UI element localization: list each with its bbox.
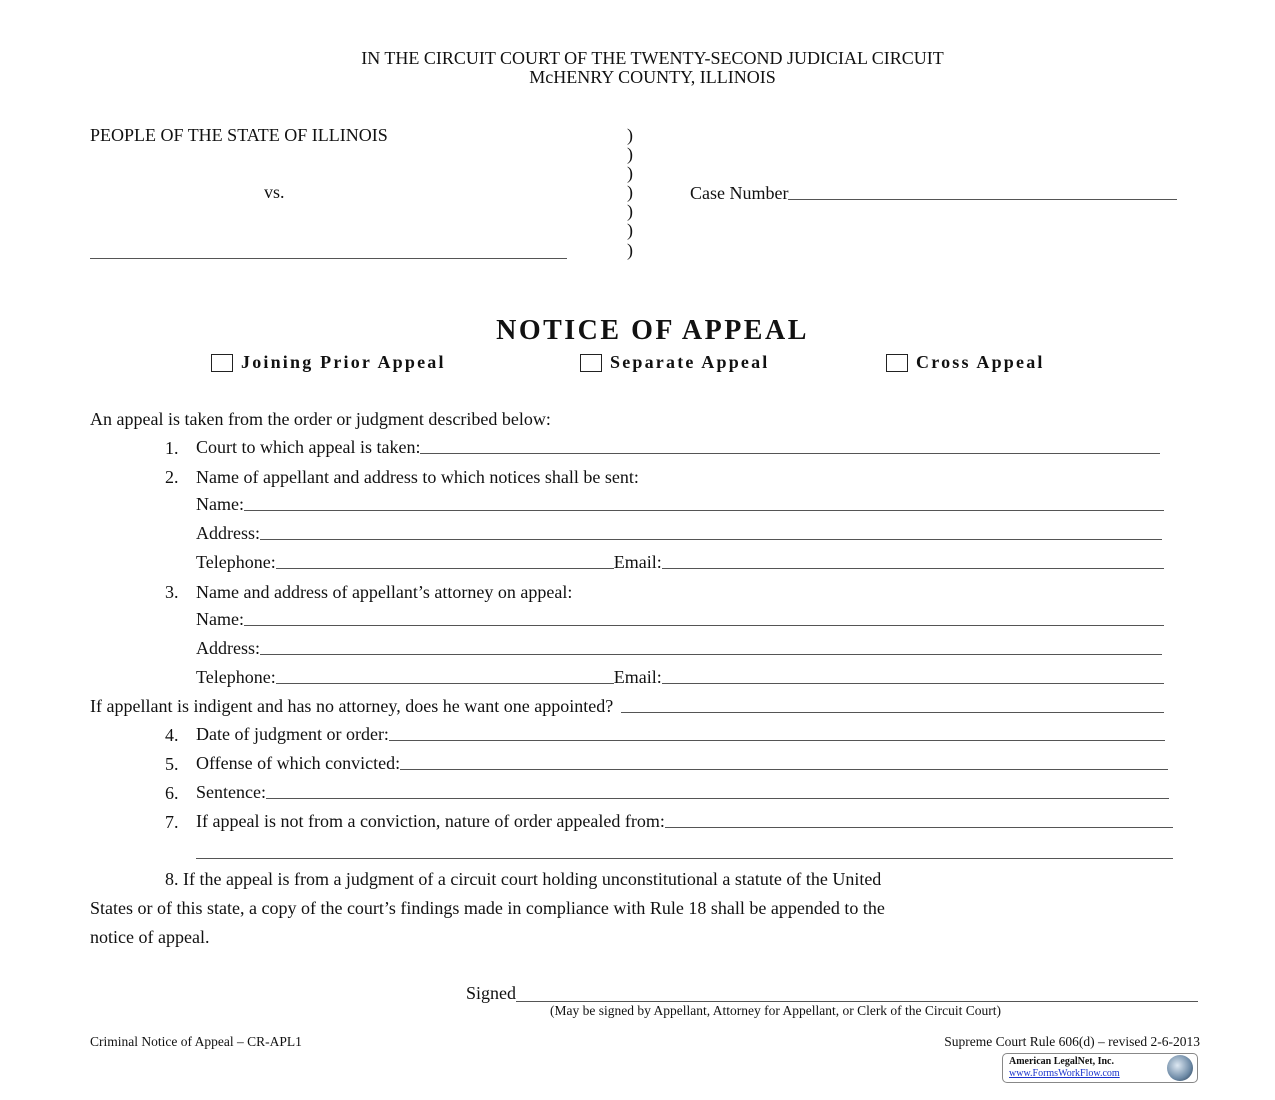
paren: ) <box>627 201 633 221</box>
intro-text: An appeal is taken from the order or judgment described below: <box>90 409 551 429</box>
signature-row <box>466 982 1198 1004</box>
cross-appeal-checkbox[interactable] <box>886 352 1045 373</box>
item-number: 3. <box>165 582 179 602</box>
appellant-address-field[interactable] <box>260 539 1162 540</box>
judgment-date-field[interactable] <box>389 740 1165 741</box>
paren: ) <box>627 182 633 202</box>
name-label: Name: <box>196 494 244 514</box>
address-label: Address: <box>196 523 260 543</box>
indigent-field[interactable] <box>621 712 1164 713</box>
sentence-row <box>196 781 1169 803</box>
case-number-label: Case Number <box>690 183 789 203</box>
document-title: NOTICE OF APPEAL <box>496 315 809 346</box>
checkbox-box[interactable] <box>886 354 908 372</box>
appellant-heading: Name of appellant and address to which notices shall be sent: <box>196 467 639 487</box>
appellant-name-field[interactable] <box>244 510 1164 511</box>
judgment-date-row <box>196 723 1165 745</box>
globe-icon <box>1167 1055 1193 1081</box>
appellant-name-row <box>196 493 1164 515</box>
attorney-email-field[interactable] <box>662 683 1164 684</box>
attorney-telephone-field[interactable] <box>276 683 614 684</box>
item-number: 2. <box>165 467 179 487</box>
signature-field[interactable] <box>516 1001 1198 1002</box>
signed-label: Signed <box>466 983 517 1003</box>
defendant-field[interactable] <box>90 258 567 259</box>
court-label: Court to which appeal is taken: <box>196 437 421 457</box>
attorney-name-row <box>196 608 1164 630</box>
judgment-date-label: Date of judgment or order: <box>196 724 389 744</box>
court-field[interactable] <box>420 453 1160 454</box>
nature-field[interactable] <box>665 827 1173 828</box>
county-heading: McHENRY COUNTY, ILLINOIS <box>529 67 776 87</box>
paren: ) <box>627 125 633 145</box>
vs-text: vs. <box>264 182 285 202</box>
appellant-address-row <box>196 522 1162 544</box>
paren: ) <box>627 144 633 164</box>
logo-link[interactable]: www.FormsWorkFlow.com <box>1009 1068 1120 1079</box>
telephone-label: Telephone: <box>196 552 276 572</box>
paren: ) <box>627 220 633 240</box>
offense-label: Offense of which convicted: <box>196 753 401 773</box>
item-number: 4. <box>165 725 179 745</box>
sentence-field[interactable] <box>266 798 1169 799</box>
plaintiff-name: PEOPLE OF THE STATE OF ILLINOIS <box>90 125 388 145</box>
case-number-field[interactable] <box>788 199 1177 200</box>
attorney-address-row <box>196 637 1162 659</box>
checkbox-label: Separate Appeal <box>610 352 770 372</box>
item-number: 1. <box>165 438 179 458</box>
appellant-email-field[interactable] <box>662 568 1164 569</box>
item-8-line3: notice of appeal. <box>90 927 210 947</box>
attorney-address-field[interactable] <box>260 654 1162 655</box>
joining-prior-appeal-checkbox[interactable] <box>211 352 446 373</box>
appellant-telephone-field[interactable] <box>276 568 614 569</box>
item-8-line1: 8. If the appeal is from a judgment of a circuit court holding unconstitutional a statute of the United <box>165 869 882 889</box>
separate-appeal-checkbox[interactable] <box>580 352 770 373</box>
indigent-row <box>90 695 1164 717</box>
nature-row <box>196 810 1173 832</box>
telephone-label: Telephone: <box>196 667 276 687</box>
item-number: 7. <box>165 812 179 832</box>
email-label: Email: <box>613 552 662 572</box>
nature-field-continued[interactable] <box>196 858 1173 859</box>
signature-note: (May be signed by Appellant, Attorney for Appellant, or Clerk of the Circuit Court) <box>550 1003 1002 1018</box>
case-number-row <box>690 182 1177 204</box>
sentence-label: Sentence: <box>196 782 266 802</box>
appellant-contact-row <box>196 551 1164 573</box>
logo-company: American LegalNet, Inc. <box>1009 1056 1114 1067</box>
checkbox-box[interactable] <box>580 354 602 372</box>
item-number: 5. <box>165 754 179 774</box>
footer-form-id: Criminal Notice of Appeal – CR-APL1 <box>90 1034 302 1049</box>
court-row <box>196 436 1160 458</box>
attorney-heading: Name and address of appellant’s attorney on appeal: <box>196 582 573 602</box>
item-8-line2: States or of this state, a copy of the court’s findings made in compliance with Rule 18 shall be appended to the <box>90 898 885 918</box>
court-heading: IN THE CIRCUIT COURT OF THE TWENTY-SECOND JUDICIAL CIRCUIT <box>361 48 944 68</box>
offense-field[interactable] <box>400 769 1168 770</box>
nature-label: If appeal is not from a conviction, nature of order appealed from: <box>196 811 665 831</box>
email-label: Email: <box>613 667 662 687</box>
attorney-name-field[interactable] <box>244 625 1164 626</box>
name-label: Name: <box>196 609 244 629</box>
item-number: 6. <box>165 783 179 803</box>
attorney-contact-row <box>196 666 1164 688</box>
american-legalnet-logo[interactable] <box>1002 1053 1198 1083</box>
checkbox-label: Cross Appeal <box>916 352 1045 372</box>
offense-row <box>196 752 1168 774</box>
indigent-label: If appellant is indigent and has no attorney, does he want one appointed? <box>90 696 614 716</box>
paren: ) <box>627 240 633 260</box>
footer-rule: Supreme Court Rule 606(d) – revised 2-6-2013 <box>944 1034 1200 1049</box>
address-label: Address: <box>196 638 260 658</box>
paren: ) <box>627 163 633 183</box>
checkbox-box[interactable] <box>211 354 233 372</box>
checkbox-label: Joining Prior Appeal <box>241 352 446 372</box>
